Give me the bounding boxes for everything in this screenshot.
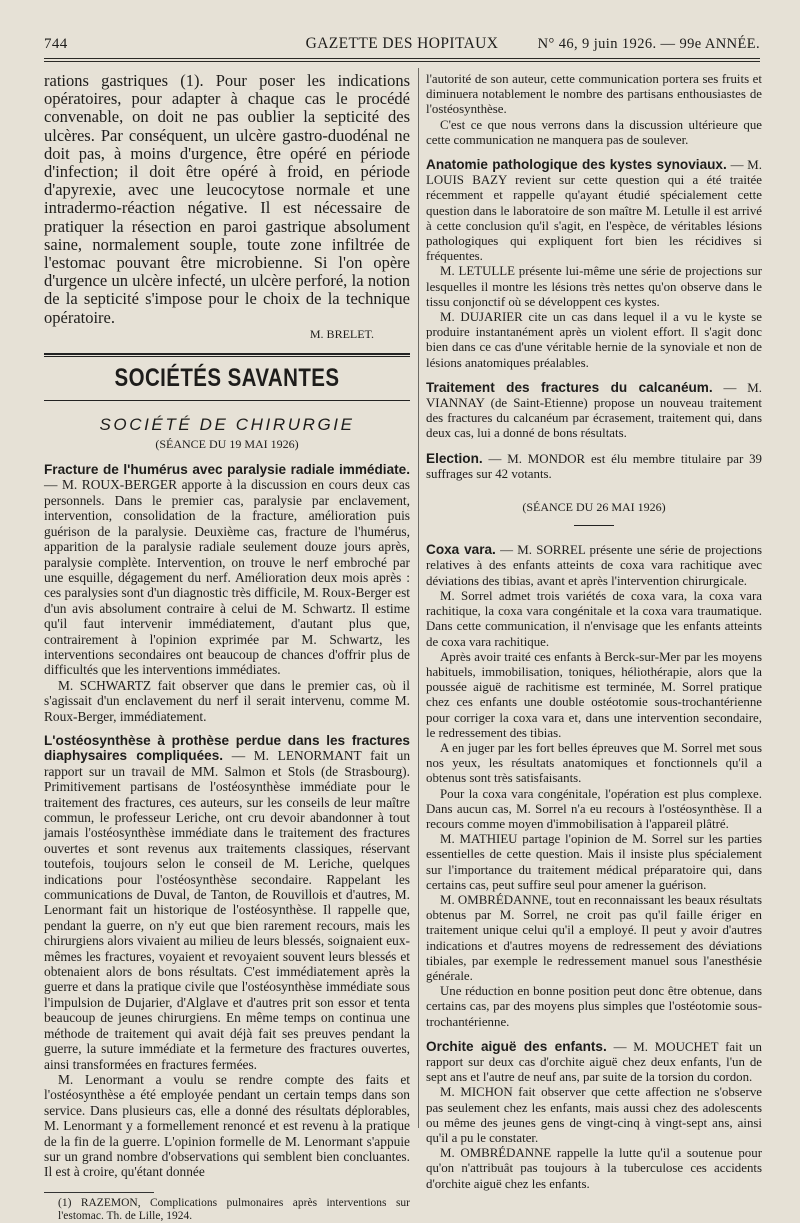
section-title-rule [44, 400, 410, 401]
article-body: — M. SORREL présente une série de projections relatives à des enfants atteints de coxa vara rachitique avec déviations des tibias, avant et après l'intervention chirurgicale. [426, 543, 763, 588]
article-heading: Anatomie pathologique des kystes synoviaux. [426, 157, 727, 173]
paragraph: l'autorité de son auteur, cette communication portera ses fruits et diminuera notablement le nombre des partisans enthousiastes de l'ostéosynthèse. [426, 72, 762, 117]
article-fracture-humerus [44, 462, 410, 678]
intro-paragraph: rations gastriques (1). Pour poser les indications opératoires, pour adapter à chaque cas le procédé convenable, on doit ne pas oublier la septicité des ulcères. Par conséquent, un ulcère gastro-duodénal ne doit pas, à moins d'urgence, être opéré en période d'infection; il doit être opéré à froid, en période d'apyrexie, avec une leucocytose normale et une intradermo-réaction négative. Il est nécessaire de pratiquer la résection en paroi gastrique absolument saine, normalement souple, toute zone infiltrée de l'estomac pouvant être microbienne. Si l'on opère d'urgence un ulcère infecté, un ulcère perforé, la notion de la septicité s'impose pour le choix de la technique opératoire. [44, 71, 410, 327]
paragraph: M. LETULLE présente lui-même une série de projections sur lesquelles il montre les lésions très nettes qu'on observe dans le tissu conjonctif où se développent ces kystes. [426, 264, 762, 309]
article-heading: Orchite aiguë des enfants. [426, 1038, 607, 1054]
article-body: — M. MOUCHET fait un rapport sur deux cas d'orchite aiguë chez deux enfants, l'un de sept ans et l'autre de neuf ans, par suite de la torsion du cordon. [426, 1039, 763, 1085]
paragraph: Pour la coxa vara congénitale, l'opération est plus complexe. Dans aucun cas, M. Sorrel n'a eu recours à l'ostéosynthèse. Il a recours comme moyen d'immobilisation à l'appareil plâtré. [426, 786, 762, 831]
paragraph: M. MATHIEU partage l'opinion de M. Sorrel sur les parties essentielles de cette question. Mais il insiste plus spécialement sur l'importance du traitement médical préparatoire qui, dans certains cas, peut suffire seul pour amener la guérison. [426, 832, 762, 892]
spacer [426, 442, 762, 451]
page-number: 744 [44, 36, 68, 52]
article-calcaneum [426, 380, 762, 442]
header-rule-2 [44, 61, 760, 62]
article-body: — M. ROUX-BERGER apporte à la discussion en cours deux cas personnels. Dans le premier cas, paralysie par enclavement, intervention, consolidation de la fracture, amélioration puis guérison de la paralysie. Deuxième cas, fracture de l'humérus, apparition de la paralysie radiale seulement douze jours après, paralysie complète. Intervention, on trouve le nerf embroché par une esquille, dégagement du nerf. Amélioration deux mois après : ces paralysies sont d'un diagnostic très difficile, M. Roux-Berger est d'un avis absolument contraire à celui de M. Schwartz. Il estime qu'il faut intervenir immédiatement, d'autant plus que, contrairement à l'opinion exprimée par M. Schwartz, les interventions secondaires ont beaucoup de chances d'offrir plus de difficultés que les interventions immédiates. [44, 477, 410, 678]
spacer [44, 724, 410, 733]
paragraph: M. SCHWARTZ fait observer que dans le premier cas, où il s'agissait d'un enclavement du nerf il serait intervenu, comme M. Roux-Berger, immédiatement. [44, 677, 410, 724]
paragraph: M. Lenormant a voulu se rendre compte des faits et l'ostéosynthèse a été employée pendant un certain temps dans son service. Dans plusieurs cas, elle a donné des résultats déplorables, M. Lenormant y a formellement renoncé et est revenu à la pratique de la fin de la guerre. L'opinion formelle de M. Lenormant s'appuie sur un grand nombre d'observations qui semblent bien concluantes. Il est à croire, qu'étant donnée [44, 1071, 410, 1180]
short-rule [574, 525, 614, 526]
spacer [426, 482, 762, 500]
footnote: (1) RAZEMON, Complications pulmonaires après interventions sur l'estomac. Th. de Lille, 1924. [58, 1196, 410, 1222]
spacer [426, 371, 762, 380]
article-heading: Election. [426, 450, 483, 466]
article-osteosynthese [44, 733, 410, 1072]
article-heading: Traitement des fractures du calcanéum. [426, 379, 713, 395]
paragraph: Une réduction en bonne position peut donc être obtenue, dans certains cas, par des moyens plus simples que l'ostéotomie sous-trochantérienne. [426, 984, 762, 1029]
article-body: — M. VIANNAY (de Saint-Etienne) propose un nouveau traitement des fractures du calcanéum par écrasement, traitement qui, dans deux cas, lui a donné de bons résultats. [426, 380, 762, 441]
article-orchite [426, 1039, 762, 1086]
seance-date: (SÉANCE DU 19 MAI 1926) [155, 436, 299, 451]
paragraph: M. MICHON fait observer que cette affection ne s'observe pas seulement chez les enfants, mais aussi chez des adolescents ou même des jeunes gens de vingt-cinq à vingt-sept ans, ainsi qu'il a pu le constater. [426, 1085, 762, 1145]
header-rule [44, 58, 760, 59]
signature: M. BRELET. [309, 326, 374, 341]
article-heading: Fracture de l'humérus avec paralysie radiale immédiate. [44, 462, 410, 478]
article-body: — M. LENORMANT fait un rapport sur un travail de MM. Salmon et Stols (de Strasbourg). Primitivement partisans de l'ostéosynthèse immédiate pour le traitement des fractures, ces auteurs, sur les conseils de leur maître commun, le professeur Leriche, ont cru devoir abandonner à tout jamais l'ostéosynthèse immédiate dans le traitement des fractures ouvertes et sont revenus aux traitements classiques, réservant toutefois, toujours selon le conseil de M. Leriche, quelques indications pour l'ostéosynthèse secondaire. Rappelant les communications de Duval, de Tanton, de Rouvillois et d'autres, M. Lenormant fait un historique de l'ostéosynthèse. Il rappelle que, pendant la guerre, on n'y eut que bien rarement recours, mais les chirurgiens alors vivaient au milieu de leurs blessés, soignaient eux-mêmes les fractures, voyaient et revoyaient souvent leurs blessés et obtenaient alors de bons résultats. C'est immédiatement après la guerre et dans la pratique civile que l'ostéosynthèse immédiate sous l'impulsion de Dujarier, d'Alglave et d'autres prit son essor et tenta beaucoup de jeunes chirurgiens. En même temps on continua une méthode de traitement qui avait déjà fait ses preuves pendant la guerre, la suture immédiate et la fermeture des fractures ouvertes, ainsi transformées en fractures fermées. [44, 748, 411, 1072]
article-heading: Coxa vara. [426, 542, 496, 558]
article-body: — M. LOUIS BAZY revient sur cette question qui a été traitée récemment et rappelle qu'ayant étudié spécialement cette question dans le laboratoire de son maître M. Letulle il est arrivé à cette conclusion qu'il s'agit, en l'espèce, de véritables lésions pathologiques qui expliquent fort bien les récidives si fréquentes. [426, 158, 762, 264]
article-coxa-vara [426, 542, 762, 589]
running-header [44, 34, 760, 56]
section-rule-bottom [44, 356, 410, 357]
seance-date-2: (SÉANCE DU 26 MAI 1926) [522, 500, 666, 515]
article-heading: L'ostéosynthèse à prothèse perdue dans les fractures diaphysaires compliquées. [44, 732, 410, 764]
paragraph: M. OMBRÉDANNE, tout en reconnaissant les beaux résultats obtenus par M. Sorrel, ne croit pas qu'il faille ériger en traitement unique celui qu'il a employé. Il peut y avoir d'autres indications et d'autres moyens de redressement des déviations tibiales, par exemple le redressement manuel sous l'anesthésie générale. [426, 892, 762, 983]
spacer [426, 1030, 762, 1039]
article-election [426, 451, 762, 482]
article-body: — M. MONDOR est élu membre titulaire par 39 suffrages sur 42 votants. [426, 451, 762, 481]
spacer [426, 148, 762, 157]
section-title: SOCIÉTÉS SAVANTES [114, 363, 340, 392]
paragraph: M. OMBRÉDANNE rappelle la lutte qu'il a soutenue pour qu'on n'attribuât pas toujours à la tuberculose ces accidents d'orchite aiguë chez les enfants. [426, 1146, 762, 1191]
paragraph: M. DUJARIER cite un cas dans lequel il a vu le kyste se produire instantanément après un violent effort. Il s'agit donc bien dans ce cas d'une véritable hernie de la synoviale et non de lésions anatomiques préalables. [426, 310, 762, 370]
paragraph: A en juger par les fort belles épreuves que M. Sorrel met sous nos yeux, les résultats anatomiques et fonctionnels qu'il a obtenus sont très satisfaisants. [426, 740, 762, 786]
paragraph: C'est ce que nous verrons dans la discussion ultérieure que cette communication ne manquera pas de soulever. [426, 117, 762, 147]
article-kystes-synoviaux [426, 157, 762, 264]
section-rule-top [44, 353, 410, 355]
column-separator [418, 68, 419, 1128]
paragraph: M. Sorrel admet trois variétés de coxa vara, la coxa vara rachitique, la coxa vara congénitale et la coxa vara traumatique. Dans cette communication, il n'envisage que les enfants atteints de coxa vara rachitique. [426, 588, 762, 649]
paragraph: Après avoir traité ces enfants à Berck-sur-Mer par les moyens habituels, immobilisation, toniques, héliothérapie, alors que la poussée aiguë de rachitisme est terminée, M. Sorrel pratique chez ces enfants une double ostéotomie sous-trochantérienne pour corriger la coxa vara et, dans une intervention secondaire, le redressement des tibias. [426, 649, 762, 740]
right-column [426, 72, 763, 1191]
issue-info: N° 46, 9 juin 1926. — 99e ANNÉE. [537, 36, 760, 52]
footnote-rule [44, 1192, 154, 1193]
journal-title: GAZETTE DES HOPITAUX [305, 35, 499, 52]
left-column [44, 71, 411, 1222]
signature-line [44, 327, 410, 343]
society-title: SOCIÉTÉ DE CHIRURGIE [99, 415, 355, 435]
